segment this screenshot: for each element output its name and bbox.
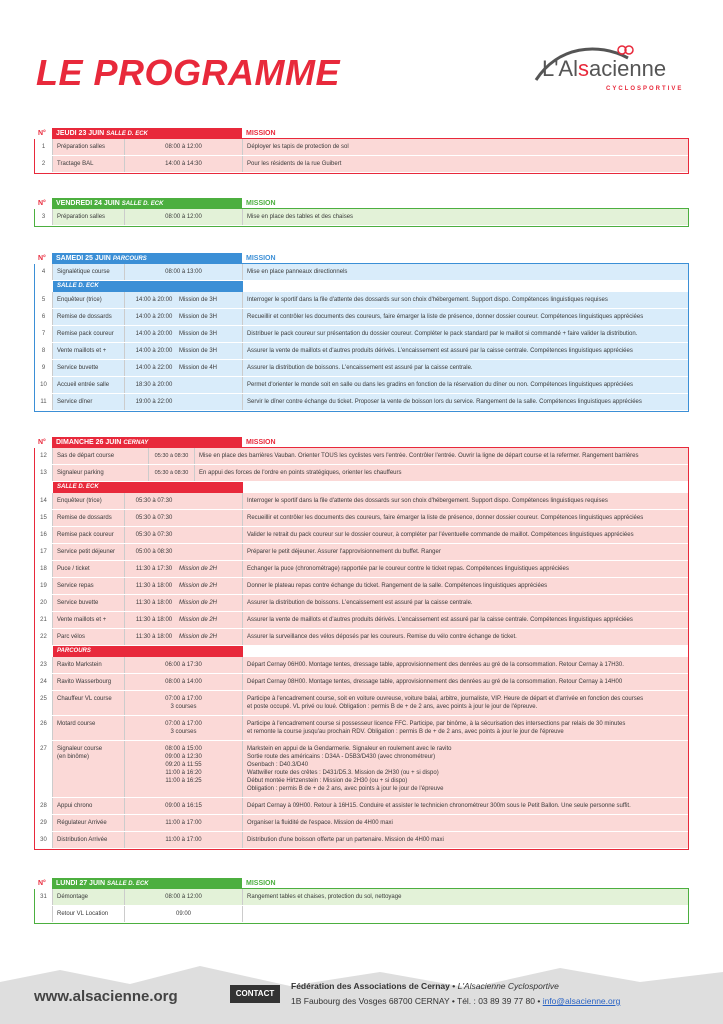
time-cell	[125, 544, 243, 560]
row-number: 13	[35, 465, 53, 481]
duration: Mission de 2H	[179, 617, 218, 623]
contact-label: CONTACT	[230, 985, 280, 1003]
duration: Mission de 2H	[179, 634, 218, 640]
mission-cell: Assurer la surveillance des vélos déposés par les coureurs. Remise du vélo contre échange de ticket.	[243, 629, 688, 645]
time-range: 18:30 à 20:00	[135, 382, 173, 388]
section-dimanche	[34, 437, 689, 850]
time-cell: 09:00 à 16:15	[125, 798, 243, 814]
time-cell	[125, 394, 243, 410]
table-row	[35, 209, 688, 226]
duration: Mission de 3H	[179, 297, 218, 303]
mission-header: MISSION	[242, 437, 689, 448]
mission-cell: Assurer la distribution de boissons. L'encaissement est assuré par la caisse centrale.	[243, 360, 688, 376]
task-cell: Remise pack coureur	[53, 326, 125, 342]
place-label: CERNAY	[123, 440, 149, 446]
time-range: 14:00 à 20:00	[135, 348, 173, 354]
task-cell: Parc vélos	[53, 629, 125, 645]
time-range: 11:30 à 18:00	[135, 634, 173, 640]
table-row	[35, 578, 688, 595]
table-row	[35, 798, 688, 815]
time-cell: 08:00 à 12:00	[125, 139, 243, 155]
duration	[179, 548, 238, 556]
task-cell: Motard course	[53, 716, 125, 740]
row-number: 15	[35, 510, 53, 526]
row-number: 1	[35, 139, 53, 155]
time-cell: 08:00 à 13:00	[125, 264, 243, 280]
mission-cell: Distribution d'une boisson offerte par un partenaire. Mission de 4H00 maxi	[243, 832, 688, 848]
mission-cell: Pour les résidents de la rue Guibert	[243, 156, 688, 172]
row-number: 28	[35, 798, 53, 814]
time-range: 14:00 à 20:00	[135, 314, 173, 320]
task-cell: Sas de départ course	[53, 448, 149, 464]
task-cell: Ravito Markstein	[53, 657, 125, 673]
day-label: JEUDI 23 JUIN	[56, 130, 105, 137]
time-cell: 09:00	[125, 906, 243, 922]
task-cell: Service buvette	[53, 360, 125, 376]
time-cell: 14:00 à 14:30	[125, 156, 243, 172]
section-jeudi	[34, 128, 689, 174]
row-number: 22	[35, 629, 53, 645]
task-cell: Retour VL Location	[53, 906, 125, 922]
task-cell: Service repas	[53, 578, 125, 594]
row-number: 20	[35, 595, 53, 611]
row-number: 11	[35, 394, 53, 410]
mission-cell: Mise en place des tables et des chaises	[243, 209, 688, 225]
task-cell: Tractage BAL	[53, 156, 125, 172]
website-link[interactable]: www.alsacienne.org	[34, 988, 178, 1005]
mission-cell: Distribuer le pack coureur sur présentation du dossier coureur. Compléter le pack standard par le maillot si commandé + faire valider la distribution.	[243, 326, 688, 342]
table-row	[35, 377, 688, 394]
time-range: 14:00 à 20:00	[135, 297, 173, 303]
table-row	[35, 889, 688, 906]
task-cell: Démontage	[53, 889, 125, 905]
subsection-header	[35, 482, 688, 493]
time-range: 05:30 à 07:30	[135, 532, 173, 538]
subsection-header	[35, 646, 688, 657]
duration: Mission de 2H	[179, 600, 218, 606]
row-number: 8	[35, 343, 53, 359]
task-cell: Distribution Arrivée	[53, 832, 125, 848]
time-cell	[125, 493, 243, 509]
time-range: 14:00 à 22:00	[135, 365, 173, 371]
row-number: 17	[35, 544, 53, 560]
task-cell: Puce / ticket	[53, 561, 125, 577]
task-cell: Préparation salles	[53, 209, 125, 225]
place-label: SALLE D. ECK	[106, 881, 149, 887]
mission-header: MISSION	[242, 253, 689, 264]
mission-cell: Recueillir et contrôler les documents des coureurs, faire émarger la liste de présence, donner dossier coureur. Compétences linguistiques appréciées	[243, 309, 688, 325]
task-cell: Régulateur Arrivée	[53, 815, 125, 831]
day-label: SAMEDI 25 JUIN	[56, 255, 111, 262]
time-range: 11:30 à 17:30	[135, 566, 173, 572]
row-number: 3	[35, 209, 53, 225]
task-cell: Remise de dossards	[53, 309, 125, 325]
table-row	[35, 657, 688, 674]
time-cell: 07:00 à 17:00 3 courses	[125, 716, 243, 740]
table-row	[35, 691, 688, 716]
row-number: 31	[35, 889, 53, 905]
mission-cell: Servir le dîner contre échange du ticket. Proposer la vente de boisson lors du service. Rangement de la salle. Compétences linguistiques appréciées	[243, 394, 688, 410]
day-label: VENDREDI 24 JUIN	[56, 200, 120, 207]
logo-subtitle: CYCLOSPORTIVE	[606, 86, 684, 92]
table-row	[35, 612, 688, 629]
table-row	[35, 493, 688, 510]
mission-header: MISSION	[242, 198, 689, 209]
table-row	[35, 815, 688, 832]
time-cell	[125, 326, 243, 342]
day-label: DIMANCHE 26 JUIN	[56, 439, 122, 446]
time-cell	[125, 360, 243, 376]
mission-header: MISSION	[242, 878, 689, 889]
table-row	[35, 156, 688, 173]
address-line	[291, 996, 620, 1006]
table-row	[35, 595, 688, 612]
logo-prefix: L'Al	[542, 56, 578, 81]
time-cell: 05:30 à 08:30	[149, 465, 195, 481]
table-row	[35, 674, 688, 691]
table-row	[35, 448, 688, 465]
task-cell: Enquêteur (trice)	[53, 292, 125, 308]
table-row	[35, 343, 688, 360]
footer	[0, 962, 723, 1024]
day-label: LUNDI 27 JUIN	[56, 880, 106, 887]
row-number: 24	[35, 674, 53, 690]
mission-cell: Assurer la vente de maillots et d'autres produits dérivés. L'encaissement est assuré par la caisse centrale. Compétences linguistiques appréciées	[243, 343, 688, 359]
task-cell: Vente maillots et +	[53, 612, 125, 628]
time-cell	[125, 527, 243, 543]
time-cell	[125, 561, 243, 577]
mission-cell: Organiser la fluidité de l'espace. Mission de 4H00 maxi	[243, 815, 688, 831]
time-range: 05:30 à 07:30	[135, 498, 173, 504]
mission-cell: Participe à l'encadrement course, soit en voiture ouvreuse, voiture balai, arbitre, journaliste, VIP. Heure de départ et d'arrivée en fonction des courses et poste occupé. VL privé ou loué. Obligation : permis B de + de 2 ans, avec points à jour le jour de l'épreuve.	[243, 691, 688, 715]
time-cell	[125, 309, 243, 325]
mission-cell: Interroger le sportif dans la file d'attente des dossards sur son choix d'hébergement. Support dispo. Compétences linguistiques requises	[243, 493, 688, 509]
day-header	[52, 128, 242, 139]
table-row	[35, 264, 688, 281]
time-cell	[125, 629, 243, 645]
time-cell	[125, 612, 243, 628]
time-cell	[125, 595, 243, 611]
table-row	[35, 360, 688, 377]
row-number: 14	[35, 493, 53, 509]
time-cell: 11:00 à 17:00	[125, 815, 243, 831]
time-cell	[125, 578, 243, 594]
duration: Mission de 3H	[179, 331, 218, 337]
mission-cell: Mise en place panneaux directionnels	[243, 264, 688, 280]
mission-cell: Participe à l'encadrement course si possesseur licence FFC. Participe, par binôme, à la sécurisation des intersections par relais de 30 minutes et remonte la course jusqu'au prochain RDV. Obligation : permis B de + de 2 ans, avec points à jour le jour de l'épreuve	[243, 716, 688, 740]
task-cell: Préparation salles	[53, 139, 125, 155]
number-header: N°	[38, 200, 46, 207]
duration	[179, 531, 238, 539]
mission-cell: Assurer la distribution de boissons. L'encaissement est assuré par la caisse centrale.	[243, 595, 688, 611]
table-row	[35, 561, 688, 578]
subsection-header	[35, 281, 688, 292]
logo-rest: acienne	[589, 56, 667, 81]
mission-cell: Interroger le sportif dans la file d'attente des dossards sur son choix d'hébergement. Support dispo. Compétences linguistiques requises	[243, 292, 688, 308]
time-range: 19:00 à 22:00	[135, 399, 173, 405]
mission-cell: Assurer la vente de maillots et d'autres produits dérivés. L'encaissement est assuré par la caisse centrale. Compétences linguistiques appréciées	[243, 612, 688, 628]
time-cell: 08:00 à 14:00	[125, 674, 243, 690]
mission-cell	[243, 906, 688, 922]
table-row	[35, 139, 688, 156]
task-cell: Service dîner	[53, 394, 125, 410]
mission-cell: Markstein en appui de la Gendarmerie. Signaleur en roulement avec le ravito Sortie route des américains : D34A - D5B3/D430 (avec chronométreur) Osenbach : D40.3/D40 Wattwiller route des crêtes : D431/D5.3. Mission de 2H30 (ou + si dispo) Début montée Hirtzenstein : Mission de 2H30 (ou + si dispo) Obligation : permis B de + de 2 ans, avec points à jour le jour de l'épreuve	[243, 741, 688, 797]
task-cell: Appui chrono	[53, 798, 125, 814]
duration	[179, 514, 238, 522]
row-number: 4	[35, 264, 53, 280]
mission-cell: Départ Cernay 08H00. Montage tentes, dressage table, approvisionnement des denrées au gré de la consommation. Retour Cernay à 14H00	[243, 674, 688, 690]
row-number: 16	[35, 527, 53, 543]
subsection-label: SALLE D. ECK	[53, 482, 243, 493]
subsection-label: SALLE D. ECK	[53, 281, 243, 292]
time-cell	[125, 377, 243, 393]
mission-cell: Permet d'orienter le monde soit en salle ou dans les gradins en fonction de la réservation du dîner ou non. Compétences linguistiques appréciées	[243, 377, 688, 393]
time-cell: 07:00 à 17:00 3 courses	[125, 691, 243, 715]
day-header	[52, 253, 242, 264]
address-text: 1B Faubourg des Vosges 68700 CERNAY • Tél. : 03 89 39 77 80 •	[291, 996, 541, 1006]
section-vendredi	[34, 198, 689, 227]
mission-cell: Valider le retrait du pack coureur sur le dossier coureur, à compléter par l'éventuelle commande de maillot. Compétences linguistiques appréciées	[243, 527, 688, 543]
duration: Mission de 2H	[179, 583, 218, 589]
time-cell: 11:00 à 17:00	[125, 832, 243, 848]
row-number: 21	[35, 612, 53, 628]
task-cell: Service buvette	[53, 595, 125, 611]
row-number: 19	[35, 578, 53, 594]
place-label: SALLE D. ECK	[121, 201, 164, 207]
table-row	[35, 629, 688, 646]
mission-cell: En appui des forces de l'ordre en points stratégiques, orienter les chauffeurs	[195, 465, 688, 481]
row-number: 5	[35, 292, 53, 308]
table-row	[35, 527, 688, 544]
task-cell: Vente maillots et +	[53, 343, 125, 359]
table-row	[35, 741, 688, 798]
mission-cell: Rangement tables et chaises, protection du sol, nettoyage	[243, 889, 688, 905]
federation-line	[291, 981, 559, 991]
time-cell: 08:00 à 12:00	[125, 889, 243, 905]
time-range: 11:30 à 18:00	[135, 617, 173, 623]
table-row	[35, 716, 688, 741]
duration: Mission de 3H	[179, 348, 218, 354]
row-number: 25	[35, 691, 53, 715]
time-range: 05:00 à 08:30	[135, 549, 173, 555]
time-cell: 06:00 à 17:30	[125, 657, 243, 673]
task-cell: Signalétique course	[53, 264, 125, 280]
row-number: 18	[35, 561, 53, 577]
mission-cell: Départ Cernay 06H00. Montage tentes, dressage table, approvisionnement des denrées au gré de la consommation. Retour Cernay à 17H30.	[243, 657, 688, 673]
table-row	[35, 544, 688, 561]
duration: Mission de 4H	[179, 365, 218, 371]
number-header: N°	[38, 130, 46, 137]
number-header: N°	[38, 255, 46, 262]
number-header: N°	[38, 439, 46, 446]
mission-header: MISSION	[242, 128, 689, 139]
mission-cell: Mise en place des barrières Vauban. Orienter TOUS les cyclistes vers l'entrée. Contrôler l'entrée. Ouvrir la ligne de départ course et la refermer. Rangement barrières	[195, 448, 688, 464]
row-number: 9	[35, 360, 53, 376]
row-number: 26	[35, 716, 53, 740]
table-row	[35, 394, 688, 411]
row-number: 23	[35, 657, 53, 673]
row-number: 2	[35, 156, 53, 172]
table-row	[35, 832, 688, 849]
alsacienne-logo	[528, 40, 698, 106]
time-range: 05:30 à 07:30	[135, 515, 173, 521]
row-number: 29	[35, 815, 53, 831]
table-row	[35, 326, 688, 343]
mission-cell: Préparer le petit déjeuner. Assurer l'approvisionnement du buffet. Ranger	[243, 544, 688, 560]
time-range: 11:30 à 18:00	[135, 600, 173, 606]
time-cell	[125, 292, 243, 308]
federation-name: Fédération des Associations de Cernay •	[291, 981, 456, 991]
duration	[179, 497, 238, 505]
mission-cell: Départ Cernay à 09H00. Retour à 16H15. Conduire et assister le technicien chronométreur 300m sous le Petit Ballon. Une seule personne suffit.	[243, 798, 688, 814]
place-label: SALLE D. ECK	[106, 131, 148, 137]
task-cell: Signaleur course (en binôme)	[53, 741, 125, 797]
task-cell: Accueil entrée salle	[53, 377, 125, 393]
duration: Mission de 2H	[179, 566, 218, 572]
task-cell: Signaleur parking	[53, 465, 149, 481]
duration: Mission de 3H	[179, 314, 218, 320]
number-header: N°	[38, 880, 46, 887]
table-row	[35, 309, 688, 326]
row-number: 6	[35, 309, 53, 325]
mission-cell: Recueillir et contrôler les documents des coureurs, faire émarger la liste de présence, donner dossier coureur. Compétences linguistiques appréciées	[243, 510, 688, 526]
time-range: 14:00 à 20:00	[135, 331, 173, 337]
table-row	[35, 292, 688, 309]
event-name: L'Alsacienne Cyclosportive	[457, 981, 559, 991]
day-header	[52, 198, 242, 209]
time-range: 11:30 à 18:00	[135, 583, 173, 589]
logo-red-letter: s	[578, 56, 589, 81]
mission-cell: Déployer les tapis de protection de sol	[243, 139, 688, 155]
time-cell: 08:00 à 12:00	[125, 209, 243, 225]
table-row	[35, 510, 688, 527]
task-cell: Ravito Wasserbourg	[53, 674, 125, 690]
time-cell: 05:30 à 08:30	[149, 448, 195, 464]
task-cell: Service petit déjeuner	[53, 544, 125, 560]
task-cell: Chauffeur VL course	[53, 691, 125, 715]
section-lundi	[34, 878, 689, 924]
task-cell: Remise pack coureur	[53, 527, 125, 543]
table-row	[35, 906, 688, 923]
table-row	[35, 465, 688, 482]
task-cell: Enquêteur (trice)	[53, 493, 125, 509]
place-label: PARCOURS	[112, 256, 147, 262]
row-number: 30	[35, 832, 53, 848]
section-samedi	[34, 253, 689, 412]
mission-cell: Echanger la puce (chronométrage) rapportée par le coureur contre le ticket repas. Compétences linguistiques appréciées	[243, 561, 688, 577]
time-cell	[125, 510, 243, 526]
mission-cell: Donner le plateau repas contre échange du ticket. Rangement de la salle. Compétences linguistiques appréciées	[243, 578, 688, 594]
row-number: 12	[35, 448, 53, 464]
row-number	[35, 906, 53, 922]
subsection-label: PARCOURS	[53, 646, 243, 657]
time-cell: 08:00 à 15:00 09:00 à 12:30 09:20 à 11:55 11:00 à 16:20 11:00 à 16:25	[125, 741, 243, 797]
page-title: LE PROGRAMME	[36, 52, 341, 93]
duration	[179, 398, 238, 406]
time-cell	[125, 343, 243, 359]
day-header	[52, 437, 242, 448]
row-number: 7	[35, 326, 53, 342]
task-cell: Remise de dossards	[53, 510, 125, 526]
day-header	[52, 878, 242, 889]
row-number: 27	[35, 741, 53, 797]
row-number: 10	[35, 377, 53, 393]
duration	[179, 381, 238, 389]
email-link[interactable]: info@alsacienne.org	[542, 996, 621, 1006]
